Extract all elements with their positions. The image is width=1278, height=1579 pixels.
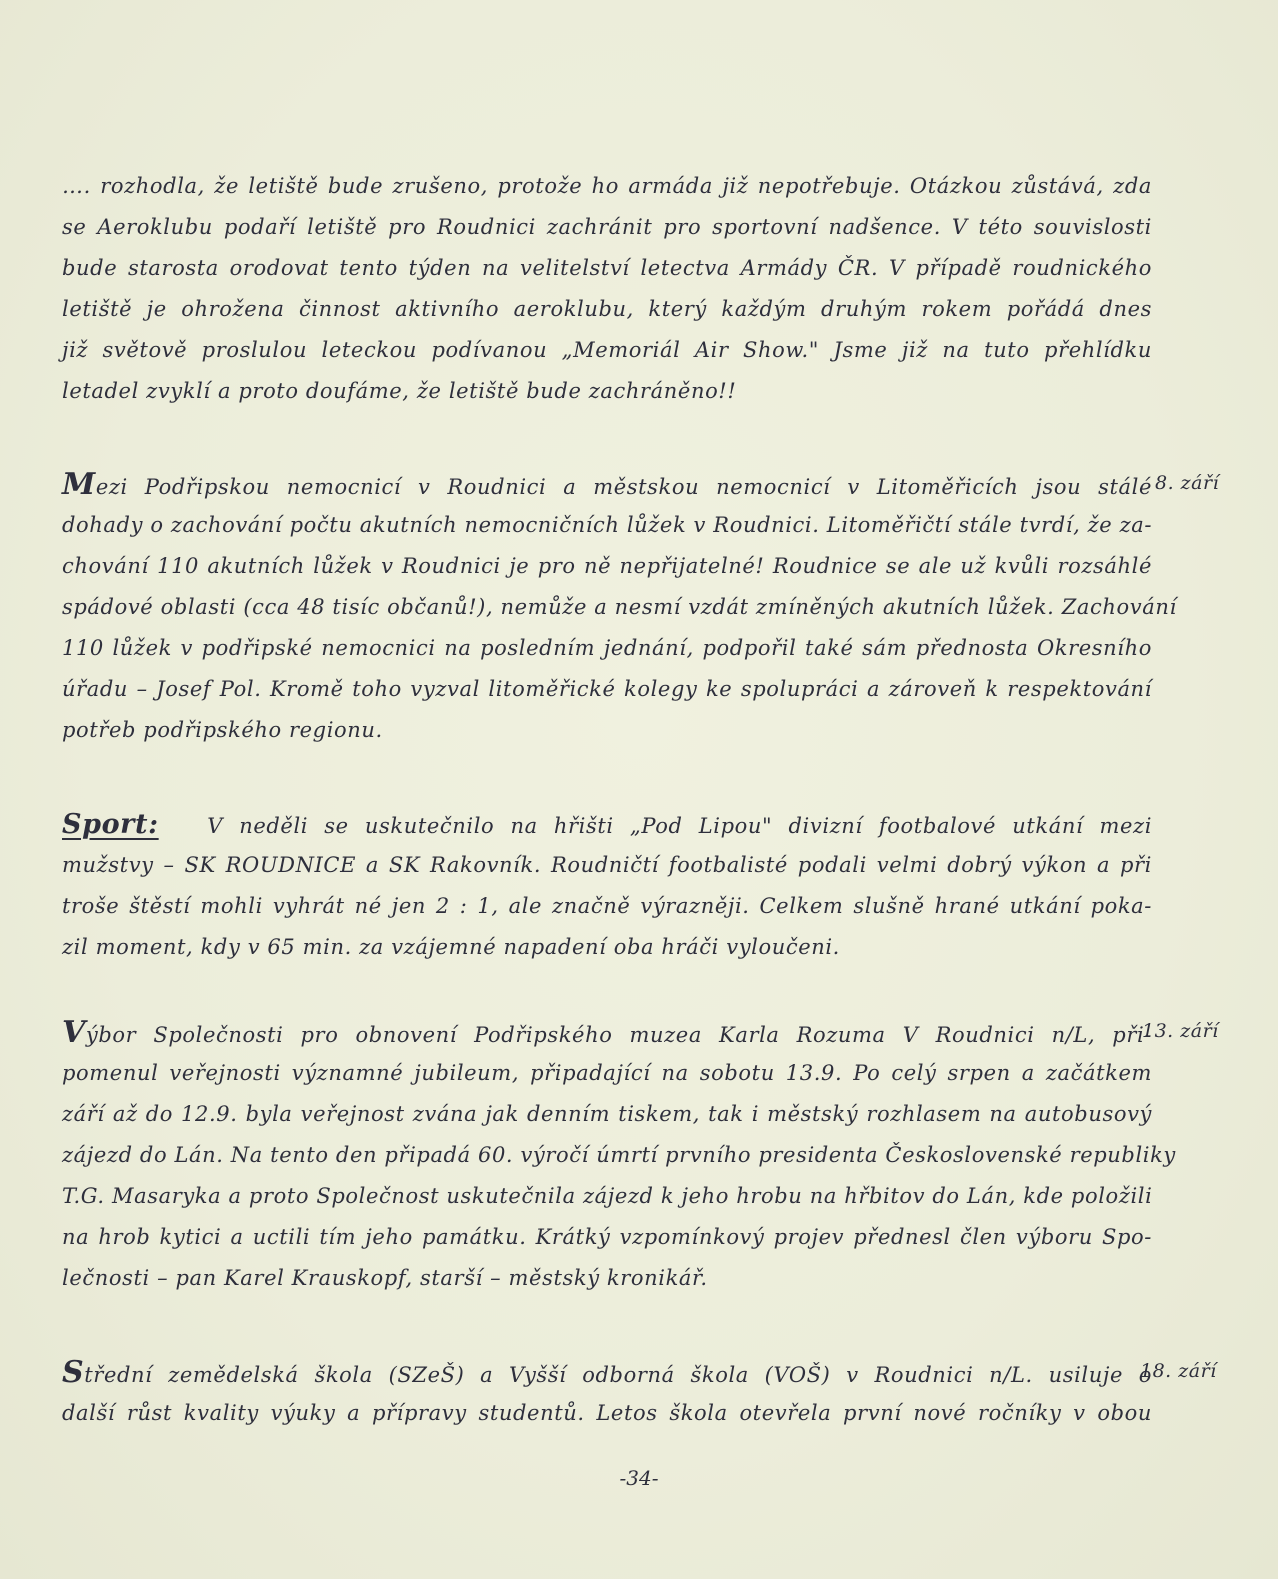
text-line bbox=[62, 1352, 1152, 1393]
text-line: chování 110 akutních lůžek v Roudnici je pro ně nepřijatelné! Roudnice se ale už kvůli rozsáhlé bbox=[62, 554, 1152, 578]
text-line: další růst kvality výuky a přípravy studentů. Letos škola otevřela první nové ročníky v obou bbox=[62, 1401, 1152, 1425]
drop-initial: V bbox=[62, 1015, 86, 1050]
text-line: zil moment, kdy v 65 min. za vzájemné napadení oba hráči vyloučeni. bbox=[62, 935, 840, 959]
text-line: T.G. Masaryka a proto Společnost uskutečnila zájezd k jeho hrobu na hřbitov do Lán, kde položili bbox=[62, 1184, 1153, 1208]
text-line bbox=[62, 1012, 1152, 1053]
text-line: září až do 12.9. byla veřejnost zvána jak denním tiskem, tak i městský rozhlasem na autobusový bbox=[62, 1102, 1152, 1126]
text-line-rest: ýbor Společnosti pro obnovení Podřipského muzea Karla Rozuma V Roudnici n/L, při- bbox=[85, 1023, 1152, 1047]
text-line-rest: ezi Podřipskou nemocnicí v Roudnici a městskou nemocnicí v Litoměřicích jsou stálé bbox=[95, 475, 1152, 499]
margin-date: 8. září bbox=[1155, 472, 1220, 494]
text-line-rest: třední zemědelská škola (SZeŠ) a Vyšší odborná škola (VOŠ) v Roudnici n/L. usiluje o bbox=[84, 1363, 1152, 1387]
text-line: 110 lůžek v podřipské nemocnici na posledním jednání, podpořil také sám přednosta Okresního bbox=[62, 636, 1152, 660]
paragraph-school bbox=[62, 1352, 1152, 1434]
margin-date: 13. září bbox=[1142, 1020, 1219, 1042]
sport-heading: Sport: bbox=[62, 809, 159, 840]
text-line: troše štěstí mohli vyhrát né jen 2 : 1, ale značně výrazněji. Celkem slušně hrané utkání poka- bbox=[62, 894, 1152, 918]
paragraph-airport bbox=[62, 166, 1152, 412]
text-line: pomenul veřejnosti významné jubileum, připadající na sobotu 13.9. Po celý srpen a začátkem bbox=[62, 1061, 1152, 1085]
text-line: se Aeroklubu podaří letiště pro Roudnici zachránit pro sportovní nadšence. V této souvislosti bbox=[62, 215, 1152, 239]
text-line: úřadu – Josef Pol. Kromě toho vyzval litoměřické kolegy ke spolupráci a zároveň k respektování bbox=[62, 677, 1152, 701]
text-line: mužstvy – SK ROUDNICE a SK Rakovník. Roudničtí footbalisté podali velmi dobrý výkon a při bbox=[62, 853, 1152, 877]
drop-initial: S bbox=[62, 1355, 85, 1390]
text-line: dohady o zachování počtu akutních nemocničních lůžek v Roudnici. Litoměřičtí stále tvrdí, že za- bbox=[62, 513, 1153, 537]
text-line: již světově proslulou leteckou podívanou „Memoriál Air Show." Jsme již na tuto přehlídku bbox=[62, 338, 1152, 362]
text-line: spádové oblasti (cca 48 tisíc občanů!), nemůže a nesmí vzdát zmíněných akutních lůžek. Zachování bbox=[62, 595, 1177, 619]
text-line: zájezd do Lán. Na tento den připadá 60. výročí úmrtí prvního presidenta Československé republiky bbox=[62, 1143, 1176, 1167]
paragraph-hospital bbox=[62, 464, 1177, 751]
text-line bbox=[62, 804, 1152, 845]
margin-date: 18. září bbox=[1140, 1360, 1217, 1382]
paragraph-sport bbox=[62, 804, 1152, 968]
text-line: lečnosti – pan Karel Krauskopf, starší – městský kronikář. bbox=[62, 1266, 708, 1290]
text-line bbox=[62, 464, 1152, 505]
paragraph-museum bbox=[62, 1012, 1176, 1299]
page-number: -34- bbox=[619, 1466, 659, 1490]
text-line: bude starosta orodovat tento týden na velitelství letectva Armády ČR. V případě roudnického bbox=[62, 256, 1152, 280]
text-line: na hrob kytici a uctili tím jeho památku. Krátký vzpomínkový projev přednesl člen výboru Spo- bbox=[62, 1225, 1152, 1249]
text-line: letiště je ohrožena činnost aktivního aeroklubu, který každým druhým rokem pořádá dnes bbox=[62, 297, 1152, 321]
text-line: potřeb podřipského regionu. bbox=[62, 718, 383, 742]
text-line: …. rozhodla, že letiště bude zrušeno, protože ho armáda již nepotřebuje. Otázkou zůstává, zda bbox=[62, 174, 1152, 198]
text-line-rest: V neděli se uskutečnilo na hřišti „Pod Lipou" divizní footbalové utkání mezi bbox=[207, 814, 1153, 838]
drop-initial: M bbox=[62, 467, 96, 502]
text-line: letadel zvyklí a proto doufáme, že letiště bude zachráněno!! bbox=[62, 379, 737, 403]
